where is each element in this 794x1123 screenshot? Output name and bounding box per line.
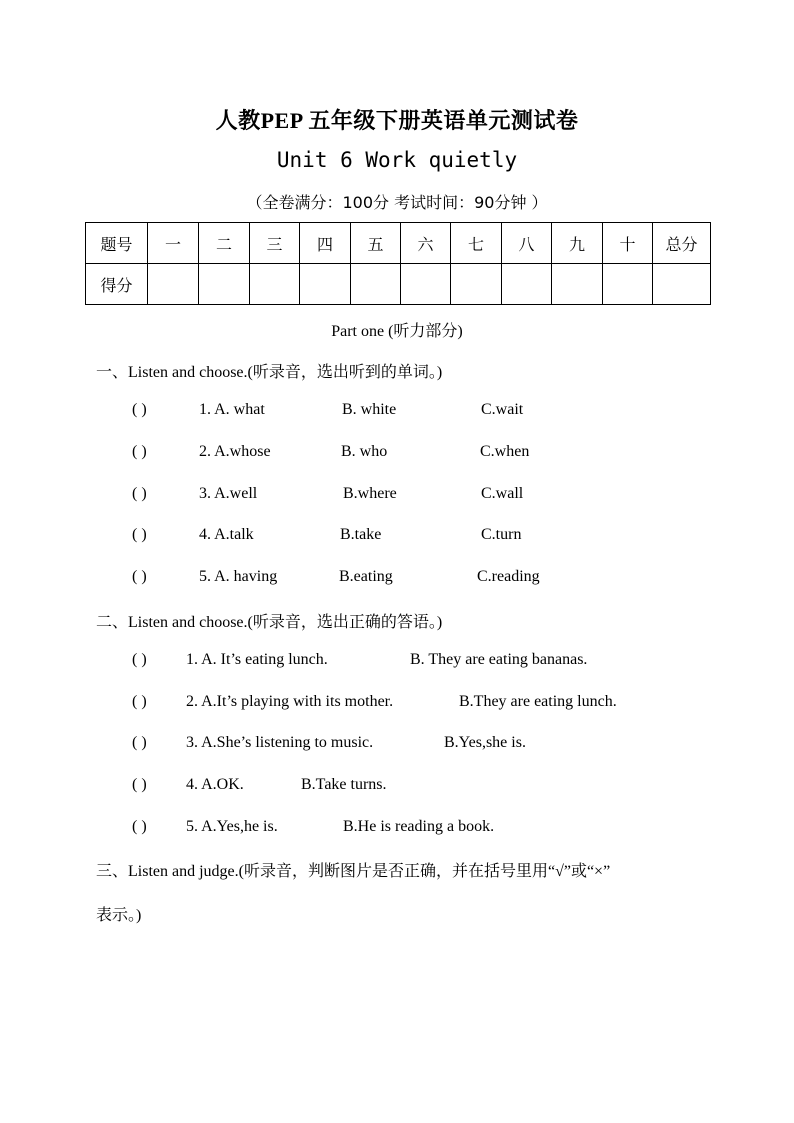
option-c: C.wall <box>481 485 524 502</box>
option-c: C.turn <box>481 526 522 543</box>
answer-blank[interactable]: ( ) <box>132 526 147 543</box>
option-a: 3. A.She’s listening to music. <box>186 734 374 751</box>
score-cell[interactable] <box>552 264 603 305</box>
section3-heading: 三、Listen and judge.(听录音，判断图片是否正确，并在括号里用“√”或“×” <box>96 863 611 880</box>
header-cell: 十 <box>603 223 653 264</box>
option-b: B. who <box>341 443 388 460</box>
option-c: C.wait <box>481 401 524 418</box>
option-a: 2. A.It’s playing with its mother. <box>186 693 394 710</box>
score-cell[interactable] <box>300 264 351 305</box>
option-b: B.They are eating lunch. <box>459 693 617 710</box>
exam-info: （全卷满分：100分 考试时间：90分钟 ） <box>246 193 548 212</box>
score-cell[interactable] <box>351 264 401 305</box>
score-cell[interactable] <box>502 264 552 305</box>
option-c: C.reading <box>477 568 540 585</box>
answer-blank[interactable]: ( ) <box>132 401 147 418</box>
answer-blank[interactable]: ( ) <box>132 485 147 502</box>
option-a: 1. A. what <box>199 401 265 418</box>
option-b: B.Yes,she is. <box>444 734 526 751</box>
option-b: B.Take turns. <box>301 776 387 793</box>
section1-heading: 一、Listen and choose.(听录音，选出听到的单词。) <box>96 364 443 381</box>
option-a: 5. A.Yes,he is. <box>186 818 278 835</box>
header-cell: 九 <box>552 223 603 264</box>
option-a: 4. A.OK. <box>186 776 244 793</box>
option-b: B.eating <box>339 568 393 585</box>
score-cell[interactable] <box>148 264 199 305</box>
option-b: B. white <box>342 401 397 418</box>
option-c: C.when <box>480 443 530 460</box>
table-header-row <box>86 223 711 264</box>
header-cell: 二 <box>199 223 250 264</box>
header-cell: 总分 <box>653 223 711 264</box>
header-cell: 四 <box>300 223 351 264</box>
answer-blank[interactable]: ( ) <box>132 734 147 751</box>
unit-subtitle: Unit 6 Work quietly <box>276 148 518 172</box>
score-cell[interactable] <box>199 264 250 305</box>
answer-blank[interactable]: ( ) <box>132 776 147 793</box>
header-cell: 一 <box>148 223 199 264</box>
section3-heading-continued: 表示。) <box>96 907 142 924</box>
header-cell: 题号 <box>86 223 148 264</box>
header-cell: 六 <box>401 223 451 264</box>
option-b: B.where <box>343 485 397 502</box>
section2-heading: 二、Listen and choose.(听录音，选出正确的答语。) <box>96 614 443 631</box>
answer-blank[interactable]: ( ) <box>132 443 147 460</box>
option-b: B. They are eating bananas. <box>410 651 588 668</box>
header-cell: 八 <box>502 223 552 264</box>
header-cell: 七 <box>451 223 502 264</box>
score-cell[interactable] <box>653 264 711 305</box>
answer-blank[interactable]: ( ) <box>132 568 147 585</box>
table-score-row <box>86 264 711 305</box>
score-cell[interactable] <box>603 264 653 305</box>
score-table <box>85 222 711 305</box>
page-title: 人教PEP 五年级下册英语单元测试卷 <box>215 108 579 133</box>
option-a: 1. A. It’s eating lunch. <box>186 651 328 668</box>
score-label: 得分 <box>86 264 148 305</box>
header-cell: 五 <box>351 223 401 264</box>
score-cell[interactable] <box>451 264 502 305</box>
score-cell[interactable] <box>401 264 451 305</box>
option-b: B.He is reading a book. <box>343 818 495 835</box>
header-cell: 三 <box>250 223 300 264</box>
option-a: 4. A.talk <box>199 526 254 543</box>
option-a: 5. A. having <box>199 568 278 585</box>
answer-blank[interactable]: ( ) <box>132 818 147 835</box>
option-a: 2. A.whose <box>199 443 271 460</box>
option-a: 3. A.well <box>199 485 258 502</box>
answer-blank[interactable]: ( ) <box>132 693 147 710</box>
part-one-heading: Part one (听力部分) <box>331 323 463 340</box>
answer-blank[interactable]: ( ) <box>132 651 147 668</box>
score-cell[interactable] <box>250 264 300 305</box>
option-b: B.take <box>340 526 382 543</box>
